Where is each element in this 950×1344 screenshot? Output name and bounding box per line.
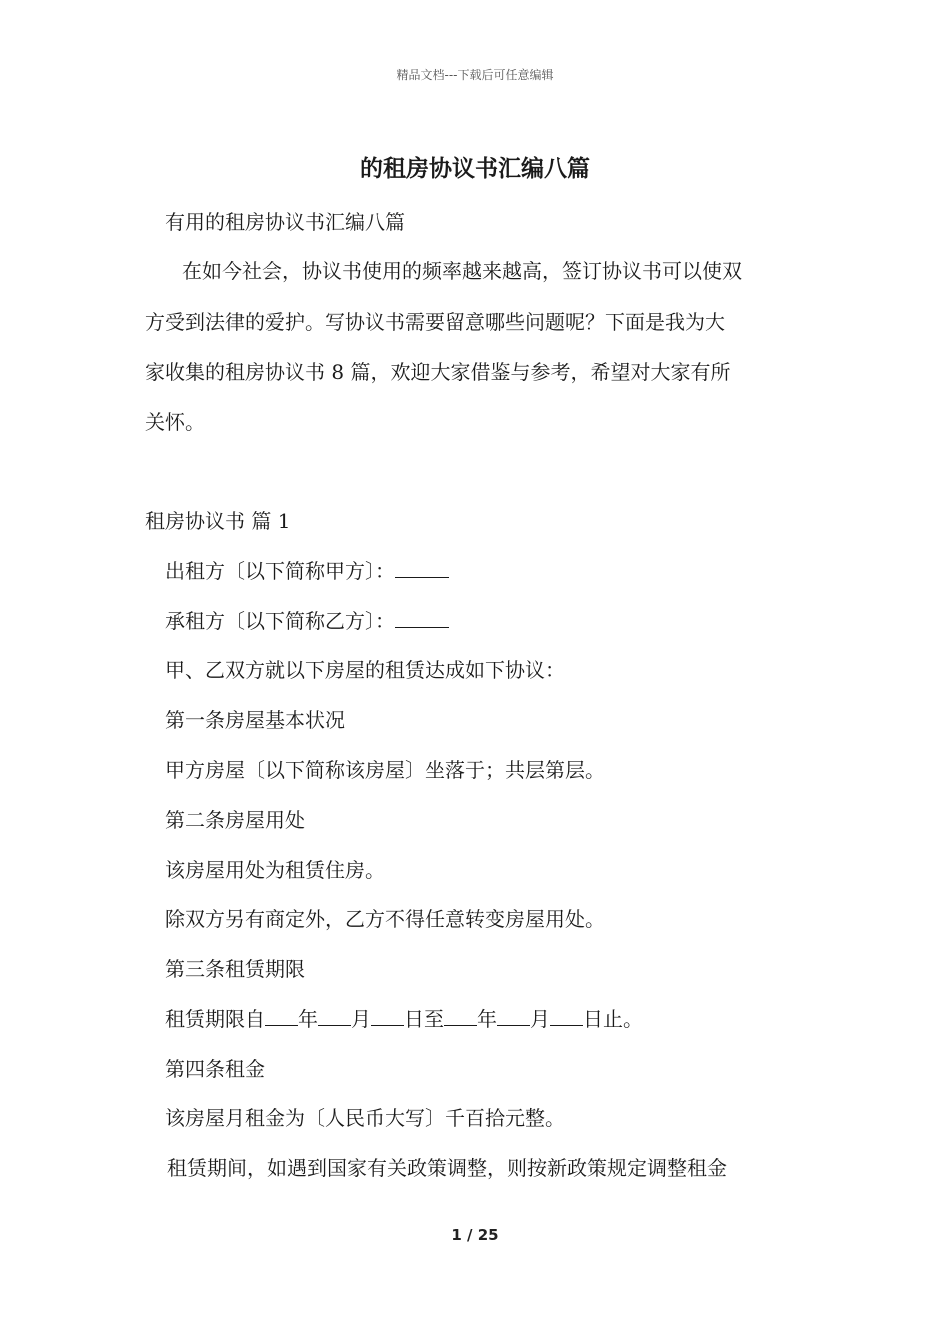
lease-period-prefix: 租赁期限自: [165, 1007, 265, 1031]
document-title: 的租房协议书汇编八篇: [360, 155, 590, 182]
lease-end-year-label: 年: [477, 1007, 497, 1031]
lessee-blank: [395, 607, 449, 628]
lease-day-to-label: 日至: [404, 1007, 444, 1031]
intro-paragraph-line-1: 在如今社会，协议书使用的频率越来越高，签订协议书可以使双: [182, 259, 742, 283]
intro-paragraph-line-3: 家收集的租房协议书 8 篇，欢迎大家借鉴与参考，希望对大家有所: [145, 360, 731, 384]
lease-end-year-blank: [444, 1005, 477, 1026]
document-subtitle: 有用的租房协议书汇编八篇: [165, 210, 405, 234]
article-4-text-2: 租赁期间，如遇到国家有关政策调整，则按新政策规定调整租金: [167, 1156, 727, 1180]
article-1-text: 甲方房屋〔以下简称该房屋〕坐落于；共层第层。: [165, 758, 605, 782]
lease-start-year-blank: [265, 1005, 298, 1026]
page-number: 1 / 25: [451, 1226, 499, 1244]
lessor-line: [165, 557, 449, 585]
lessee-label: 承租方〔以下简称乙方〕：: [165, 609, 395, 633]
agreement-line: 甲、乙双方就以下房屋的租赁达成如下协议：: [165, 658, 565, 682]
article-2-text-1: 该房屋用处为租赁住房。: [165, 858, 385, 882]
lease-period-line: [165, 1005, 643, 1033]
lease-end-month-label: 月: [530, 1007, 550, 1031]
lessee-line: [165, 607, 449, 635]
lessor-label: 出租方〔以下简称甲方〕：: [165, 559, 395, 583]
lease-start-month-label: 月: [351, 1007, 371, 1031]
intro-paragraph-line-4: 关怀。: [145, 410, 205, 434]
page-header-note: 精品文档---下载后可任意编辑: [396, 68, 554, 82]
lessor-blank: [395, 557, 449, 578]
section-heading: 租房协议书 篇 1: [145, 509, 291, 533]
article-4-title: 第四条租金: [165, 1057, 265, 1081]
article-4-text-1: 该房屋月租金为〔人民币大写〕千百拾元整。: [165, 1106, 565, 1130]
article-1-title: 第一条房屋基本状况: [165, 708, 345, 732]
intro-paragraph-line-2: 方受到法律的爱护。写协议书需要留意哪些问题呢？下面是我为大: [145, 310, 725, 334]
article-3-title: 第三条租赁期限: [165, 957, 305, 981]
lease-start-day-blank: [371, 1005, 404, 1026]
article-2-title: 第二条房屋用处: [165, 808, 305, 832]
lease-day-end-label: 日止。: [583, 1007, 643, 1031]
lease-end-day-blank: [550, 1005, 583, 1026]
lease-end-month-blank: [497, 1005, 530, 1026]
lease-start-month-blank: [318, 1005, 351, 1026]
article-2-text-2: 除双方另有商定外，乙方不得任意转变房屋用处。: [165, 907, 605, 931]
lease-start-year-label: 年: [298, 1007, 318, 1031]
